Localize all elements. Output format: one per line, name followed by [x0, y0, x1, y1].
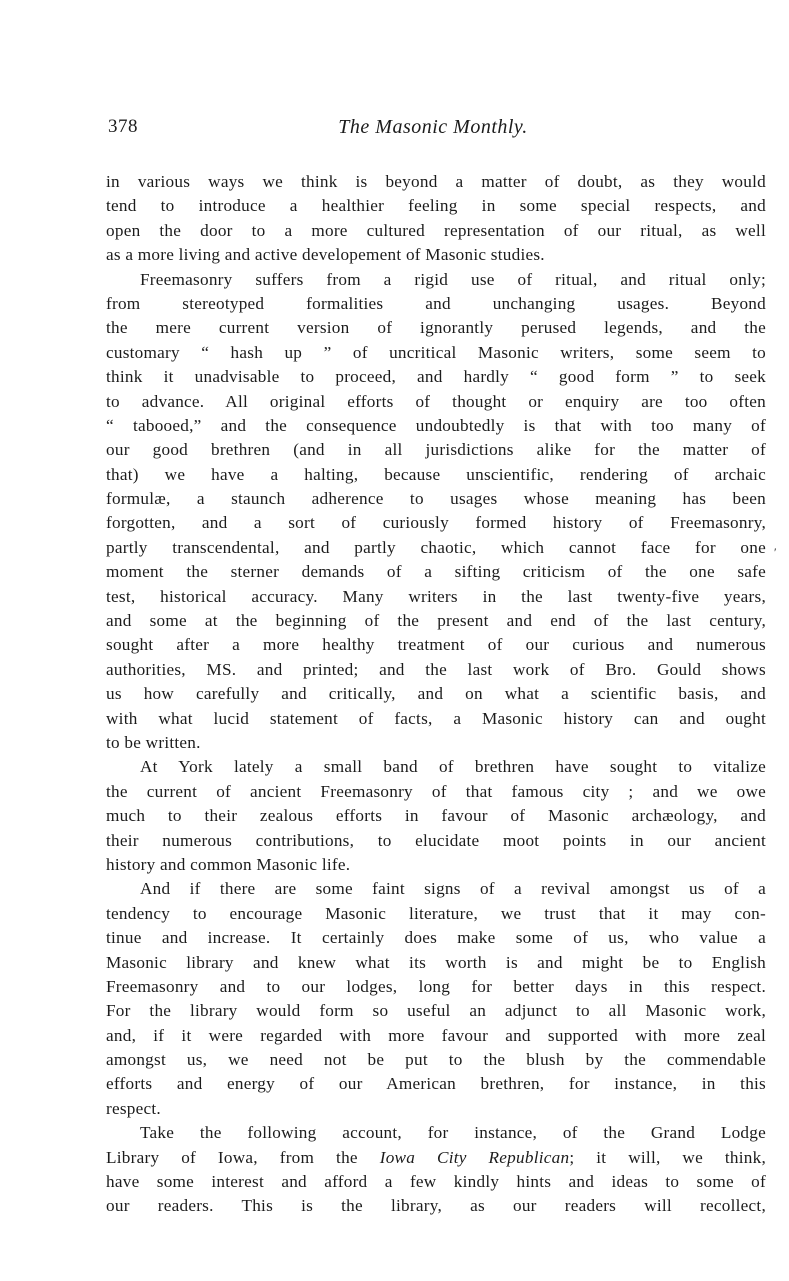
text-line: in various ways we think is beyond a matter of doubt, as they would — [106, 172, 766, 191]
text-line: to advance. All original efforts of thought or enquiry are too often — [106, 391, 766, 411]
text-line: that) we have a halting, because unscientific, rendering of archaic — [106, 464, 766, 484]
text-line: Freemasonry suffers from a rigid use of ritual, and ritual only; — [140, 269, 766, 289]
text-line: moment the sterner demands of a sifting criticism of the one safe — [106, 562, 766, 582]
text-line: tend to introduce a healthier feeling in some special respects, and — [106, 196, 766, 216]
text-line: efforts and energy of our American brethren, for instance, in this — [106, 1074, 766, 1094]
text-line: history and common Masonic life. — [106, 854, 351, 874]
text-line: us how carefully and critically, and on what a scientific basis, and — [106, 684, 766, 704]
text-line: customary “ hash up ” of uncritical Masonic writers, some seem to — [106, 342, 766, 362]
paragraph — [106, 755, 766, 877]
text-segment: ; it will, we think, — [569, 1147, 767, 1167]
text-line: amongst us, we need not be put to the blush by the commendable — [106, 1050, 766, 1070]
running-title: The Masonic Monthly. — [338, 116, 528, 138]
text-line: to be written. — [106, 732, 201, 752]
body-text — [106, 170, 766, 1219]
text-line: from stereotyped formalities and unchanging usages. Beyond — [106, 293, 766, 313]
text-line: Masonic library and knew what its worth is and might be to English — [106, 952, 766, 972]
text-line: have some interest and afford a few kindly hints and ideas to some of — [106, 1172, 766, 1192]
text-line: our good brethren (and in all jurisdictions alike for the matter of — [106, 440, 766, 460]
text-segment: Library of Iowa, from the — [106, 1147, 380, 1167]
paragraph — [106, 268, 766, 756]
text-line: open the door to a more cultured representation of our ritual, as well — [106, 220, 766, 240]
text-line: authorities, MS. and printed; and the last work of Bro. Gould shows — [106, 659, 766, 679]
text-line: Take the following account, for instance, of the Grand Lodge — [140, 1123, 766, 1143]
page-header — [108, 116, 758, 146]
text-line: their numerous contributions, to elucidate moot points in our ancient — [106, 830, 766, 850]
newspaper-title: Iowa City Republican — [379, 1147, 570, 1167]
text-line: and, if it were regarded with more favour and supported with more zeal — [106, 1025, 766, 1045]
paragraph — [106, 170, 766, 268]
text-line: and some at the beginning of the present and end of the last century, — [106, 611, 766, 631]
text-line: tendency to encourage Masonic literature, we trust that it may con- — [106, 903, 766, 923]
paragraph — [106, 1121, 766, 1219]
text-line: sought after a more healthy treatment of our curious and numerous — [106, 635, 766, 655]
text-line: At York lately a small band of brethren have sought to vitalize — [140, 757, 766, 777]
text-line: the current of ancient Freemasonry of that famous city ; and we owe — [106, 781, 766, 801]
margin-mark: ′ — [774, 545, 777, 559]
text-line: partly transcendental, and partly chaotic, which cannot face for one — [106, 537, 766, 557]
text-line: For the library would form so useful an adjunct to all Masonic work, — [106, 1001, 766, 1021]
text-line: the mere current version of ignorantly perused legends, and the — [106, 318, 766, 338]
text-line: forgotten, and a sort of curiously formed history of Freemasonry, — [106, 513, 766, 533]
text-line: as a more living and active developement of Masonic studies. — [106, 245, 545, 265]
text-line-with-italic — [106, 1146, 766, 1170]
text-line: our readers. This is the library, as our readers will recollect, — [106, 1196, 766, 1216]
page-number: 378 — [108, 116, 138, 137]
text-line: with what lucid statement of facts, a Masonic history can and ought — [106, 708, 766, 728]
text-line: tinue and increase. It certainly does make some of us, who value a — [106, 928, 766, 948]
text-line: Freemasonry and to our lodges, long for better days in this respect. — [106, 976, 766, 996]
text-line: think it unadvisable to proceed, and hardly “ good form ” to seek — [106, 367, 766, 387]
paragraph — [106, 877, 766, 1121]
text-line: “ tabooed,” and the consequence undoubtedly is that with too many of — [106, 415, 766, 435]
text-line: And if there are some faint signs of a revival amongst us of a — [140, 879, 766, 899]
text-line: much to their zealous efforts in favour of Masonic archæology, and — [106, 806, 766, 826]
text-line: formulæ, a staunch adherence to usages whose meaning has been — [106, 489, 766, 509]
text-line: respect. — [106, 1098, 161, 1118]
text-line: test, historical accuracy. Many writers in the last twenty-five years, — [106, 586, 766, 606]
